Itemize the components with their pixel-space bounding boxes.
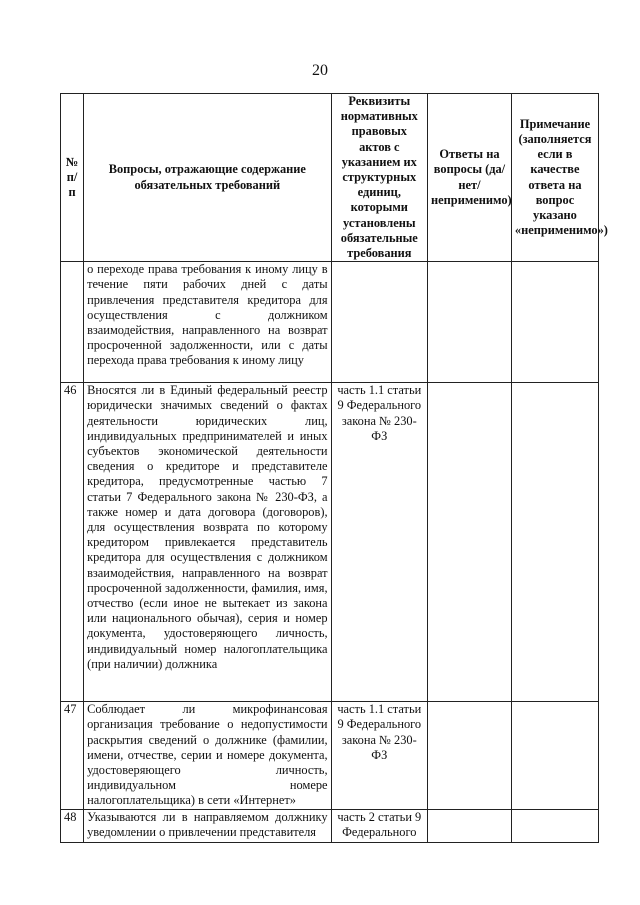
table-row bbox=[61, 809, 599, 842]
requirements-checklist-table bbox=[60, 93, 608, 843]
row-note-cell[interactable] bbox=[511, 262, 598, 383]
row-answer-cell[interactable] bbox=[428, 809, 512, 842]
header-question: Вопросы, отражающие содержание обязательных требований bbox=[84, 94, 332, 262]
row-note-cell[interactable] bbox=[511, 809, 598, 842]
row-requisites: часть 1.1 статьи 9 Федерального закона № 230-ФЗ bbox=[331, 383, 427, 702]
row-question: Соблюдает ли микрофинансовая организация требование о недопустимости раскрытия сведений о должнике (фамилии, имени, отчестве, серии и номере документа, удостоверяющего личность, индивидуальном номере налогоплательщика) в сети «Интернет» bbox=[84, 702, 332, 809]
table-row bbox=[61, 383, 599, 702]
row-requisites: часть 2 статьи 9 Федерального bbox=[331, 809, 427, 842]
table-header-row bbox=[61, 94, 599, 262]
table-row bbox=[61, 702, 599, 809]
header-note: Примечание (заполняется если в качестве ответа на вопрос указано «неприменимо») bbox=[511, 94, 598, 262]
row-answer-cell[interactable] bbox=[428, 702, 512, 809]
table-row bbox=[61, 262, 599, 383]
row-question: Указываются ли в направляемом должнику уведомлении о привлечении представителя bbox=[84, 809, 332, 842]
row-answer-cell[interactable] bbox=[428, 262, 512, 383]
header-num: № п/п bbox=[61, 94, 84, 262]
row-question: Вносятся ли в Единый федеральный реестр юридически значимых сведений о фактах деятельности юридических лиц, индивидуальных предпринимателей и иных субъектов экономической деятельности сведения о кредиторе и представителе кредитора, предусмотренные частью 7 статьи 7 Федерального закона № 230-ФЗ, а также номер и дата договора (договоров), для осуществления возврата по которому кредитором привлекается представитель кредитора для осуществления с должником взаимодействия, направленного на возврат просроченной задолженности, фамилия, имя, отчество (если иное не вытекает из закона или национального обычая), серия и номер документа, удостоверяющего личность, индивидуальный номер налогоплательщика (при наличии) должника bbox=[84, 383, 332, 702]
page-number: 20 bbox=[312, 62, 328, 79]
row-note-cell[interactable] bbox=[511, 702, 598, 809]
header-answers: Ответы на вопросы (да/нет/ неприменимо) bbox=[428, 94, 512, 262]
row-number: 48 bbox=[61, 809, 84, 842]
row-requisites bbox=[331, 262, 427, 383]
row-note-cell[interactable] bbox=[511, 383, 598, 702]
row-number bbox=[61, 262, 84, 383]
row-question: о переходе права требования к иному лицу в течение пяти рабочих дней с даты привлечения представителя кредитора для осуществления с должником взаимодействия, направленного на возврат просроченной задолженности, или с даты перехода права требования к иному лицу bbox=[84, 262, 332, 383]
row-answer-cell[interactable] bbox=[428, 383, 512, 702]
header-requisites: Реквизиты нормативных правовых актов с указанием их структурных единиц, которыми установлены обязательные требования bbox=[331, 94, 427, 262]
row-number: 46 bbox=[61, 383, 84, 702]
row-requisites: часть 1.1 статьи 9 Федерального закона № 230-ФЗ bbox=[331, 702, 427, 809]
row-number: 47 bbox=[61, 702, 84, 809]
